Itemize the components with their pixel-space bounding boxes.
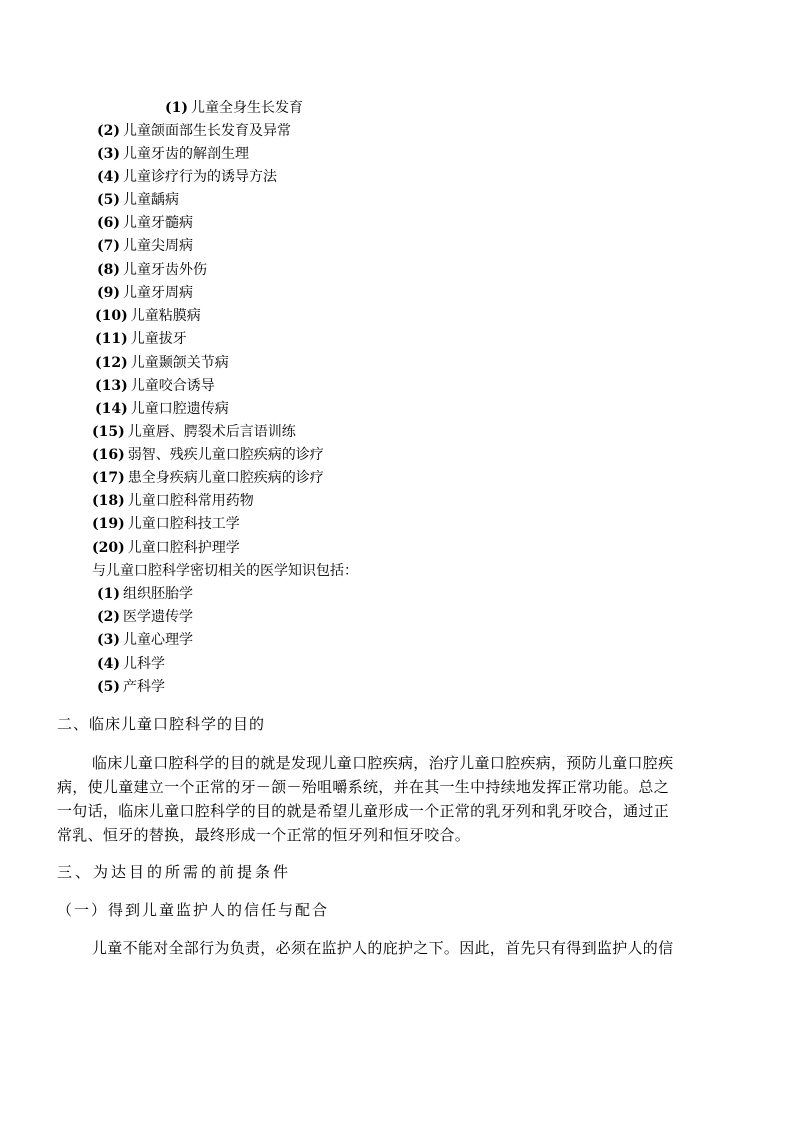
subsection-1-paragraph-line: 儿童不能对全部行为负责，必须在监护人的庇护之下。因此，首先只有得到监护人的信	[92, 939, 674, 957]
paragraph-line: 常乳、恒牙的替换，最终形成一个正常的恒牙列和恒牙咬合。	[57, 826, 471, 844]
related-item: (5) 产科学	[97, 679, 165, 695]
topic-item: (10) 儿童粘膜病	[95, 308, 201, 324]
related-item: (1) 组织胚胎学	[97, 586, 193, 602]
topic-item: (7) 儿童尖周病	[97, 238, 193, 254]
section-3-heading: 三、为达目的所需的前提条件	[57, 863, 292, 881]
topic-item: (19) 儿童口腔科技工学	[92, 516, 240, 532]
related-item: (3) 儿童心理学	[97, 632, 193, 648]
topic-item: (1) 儿童全身生长发育	[165, 100, 303, 116]
paragraph-line: 病，使儿童建立一个正常的牙－颌－殆咀嚼系统，并在其一生中持续地发挥正常功能。总之	[57, 778, 670, 796]
topic-item: (18) 儿童口腔科常用药物	[92, 493, 254, 509]
topic-item: (11) 儿童拔牙	[95, 331, 187, 347]
topic-item: (8) 儿童牙齿外伤	[97, 262, 207, 278]
topic-item: (5) 儿童龋病	[97, 192, 179, 208]
related-item: (4) 儿科学	[97, 656, 165, 672]
paragraph-line: 一句话，临床儿童口腔科学的目的就是希望儿童形成一个正常的乳牙列和乳牙咬合，通过正	[57, 802, 670, 820]
topic-item: (6) 儿童牙髓病	[97, 215, 193, 231]
section-2-heading: 二、临床儿童口腔科学的目的	[57, 715, 266, 733]
related-item: (2) 医学遗传学	[97, 609, 193, 625]
topic-item: (9) 儿童牙周病	[97, 285, 193, 301]
related-intro: 与儿童口腔科学密切相关的医学知识包括：	[92, 563, 358, 579]
paragraph-line: 临床儿童口腔科学的目的就是发现儿童口腔疾病，治疗儿童口腔疾病，预防儿童口腔疾	[92, 754, 674, 772]
topic-item: (2) 儿童颌面部生长发育及异常	[97, 123, 291, 139]
topic-item: (13) 儿童咬合诱导	[95, 378, 215, 394]
topic-item: (20) 儿童口腔科护理学	[92, 540, 240, 556]
topic-item: (14) 儿童口腔遗传病	[95, 401, 229, 417]
topic-item: (4) 儿童诊疗行为的诱导方法	[97, 169, 277, 185]
subsection-1-heading: （一）得到儿童监护人的信任与配合	[57, 901, 330, 919]
topic-item: (16) 弱智、残疾儿童口腔疾病的诊疗	[92, 447, 324, 463]
topic-item: (17) 患全身疾病儿童口腔疾病的诊疗	[92, 470, 324, 486]
topic-item: (15) 儿童唇、腭裂术后言语训练	[92, 424, 296, 440]
topic-item: (12) 儿童颞颌关节病	[95, 355, 229, 371]
topic-item: (3) 儿童牙齿的解剖生理	[97, 146, 249, 162]
